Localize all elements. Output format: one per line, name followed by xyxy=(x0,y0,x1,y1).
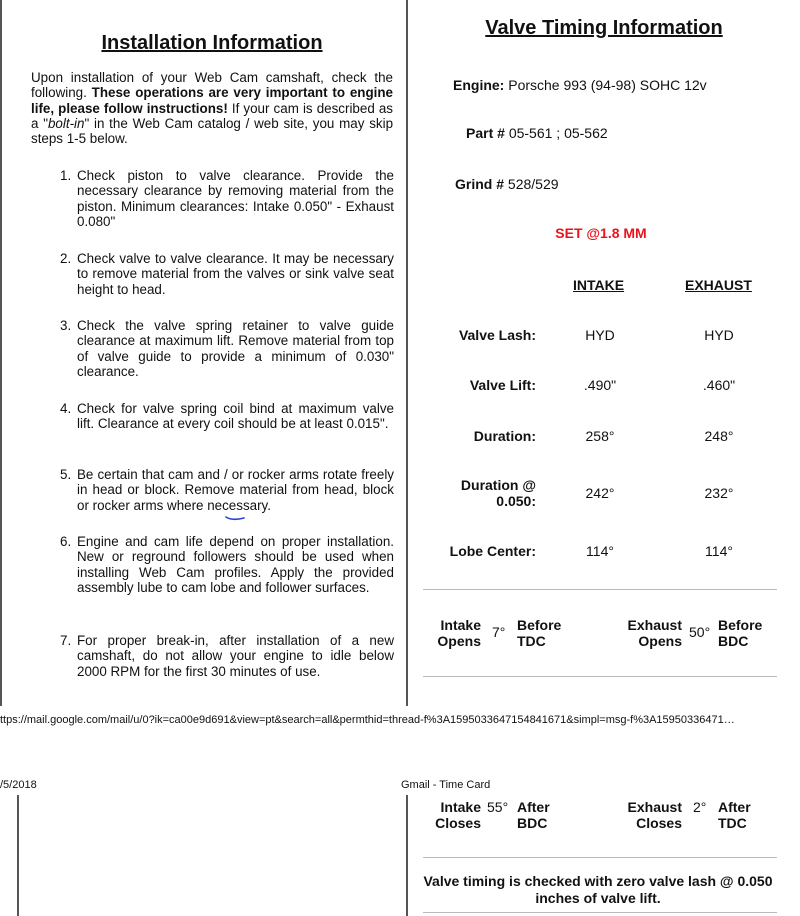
step-number: 4. xyxy=(60,401,72,416)
intake-opens-degrees: 7° xyxy=(492,624,506,640)
exhaust-valve-lift: .460" xyxy=(702,377,736,393)
intake-valve-lash: HYD xyxy=(585,327,615,343)
step-text: Check for valve spring coil bind at maximum valve lift. Clearance at every coil should be at least 0.015". xyxy=(77,401,394,432)
step-item xyxy=(60,633,394,679)
intro-emphasis: These operations are very important to engine life, please follow instructions! xyxy=(31,85,394,116)
timing-divider-mid xyxy=(423,676,777,677)
center-page-divider xyxy=(406,0,408,706)
exhaust-opens-when-1: Before xyxy=(718,617,763,633)
intake-closes-degrees: 55° xyxy=(487,799,509,815)
exhaust-closes-when-2: TDC xyxy=(718,815,747,831)
step-text: Engine and cam life depend on proper installation. New or reground followers should be used when installing Web Cam profiles. Apply the provided assembly lube to cam lobe and follower surfaces. xyxy=(77,534,394,595)
print-url: ttps://mail.google.com/mail/u/0?ik=ca00e9d691&view=pt&search=all&permthid=thread-f%3A1595033647154841671&simpl=msg-f%3A15950336471… xyxy=(0,714,735,726)
step-text: Check valve to valve clearance. It may be necessary to remove material from the valves or sink valve seat height to head. xyxy=(77,251,394,297)
step-number: 2. xyxy=(60,251,72,266)
valve-timing-title: Valve Timing Information xyxy=(485,17,723,39)
step-item xyxy=(60,401,394,432)
intake-valve-lift: .490" xyxy=(583,377,617,393)
step-number: 1. xyxy=(60,168,72,183)
step-text: Be certain that cam and / or rocker arms rotate freely in head or block. Remove material from head, block or rocker arms where necessary. xyxy=(77,467,394,513)
step-item xyxy=(60,318,394,379)
step-item xyxy=(60,251,394,297)
intake-duration-050: 242° xyxy=(585,485,615,501)
intake-opens-label xyxy=(437,617,481,649)
intake-column-header: INTAKE xyxy=(573,277,625,293)
step-text: For proper break-in, after installation of a new camshaft, do not allow your engine to idle below 2000 RPM for the first 30 minutes of use. xyxy=(77,633,394,679)
step-number: 6. xyxy=(60,534,72,549)
valve-timing-check-note: Valve timing is checked with zero valve lash @ 0.050 inches of valve lift. xyxy=(423,873,773,906)
intake-opens-when-2: TDC xyxy=(517,633,546,649)
step-number: 5. xyxy=(60,467,72,482)
intro-text-3: " in the Web Cam catalog / web site, you may skip steps 1-5 below. xyxy=(31,115,394,147)
intake-duration: 258° xyxy=(585,428,615,444)
exhaust-closes-label-1: Exhaust xyxy=(627,799,682,815)
intake-closes-when xyxy=(517,799,550,831)
row-label-lobe-center: Lobe Center: xyxy=(449,543,536,559)
exhaust-duration-050: 232° xyxy=(704,485,734,501)
timing-divider-lower xyxy=(423,857,777,858)
intake-closes-when-1: After xyxy=(517,799,550,815)
engine-value: Porsche 993 (94-98) SOHC 12v xyxy=(508,77,707,93)
row-label-valve-lash: Valve Lash: xyxy=(458,327,536,343)
exhaust-closes-when-1: After xyxy=(718,799,751,815)
grind-value: 528/529 xyxy=(507,176,559,192)
print-page-title: Gmail - Time Card xyxy=(401,779,491,791)
exhaust-closes-degrees: 2° xyxy=(693,799,707,815)
exhaust-duration: 248° xyxy=(704,428,734,444)
exhaust-closes-when xyxy=(718,799,751,831)
timing-divider-bottom xyxy=(423,912,777,913)
pen-underline-mark xyxy=(224,514,246,522)
intake-opens-when xyxy=(517,617,561,649)
exhaust-opens-label-1: Exhaust xyxy=(627,617,682,633)
intake-lobe-center: 114° xyxy=(586,543,614,559)
grind-label: Grind # xyxy=(455,176,505,192)
step-number: 7. xyxy=(60,633,72,648)
step-text: Check piston to valve clearance. Provide the necessary clearance by removing material from the piston. Minimum clearances: Intake 0.050" - Exhaust 0.080" xyxy=(77,168,394,229)
intake-opens-label-2: Opens xyxy=(437,633,481,649)
intro-text-1: Upon installation of your Web Cam camshaft, check the following. xyxy=(31,70,393,101)
installation-intro xyxy=(31,70,393,146)
left-page-border xyxy=(0,0,2,706)
step-item xyxy=(60,534,394,595)
row-label-duration: Duration: xyxy=(473,428,536,444)
intake-closes-label xyxy=(433,799,481,831)
step-number: 3. xyxy=(60,318,72,333)
exhaust-opens-when-2: BDC xyxy=(718,633,749,649)
engine-label: Engine: xyxy=(453,77,505,93)
intake-closes-label-1: Intake xyxy=(440,799,481,815)
exhaust-closes-label xyxy=(620,799,682,831)
set-spec-label: SET @1.8 MM xyxy=(555,225,647,241)
step-text: Check the valve spring retainer to valve guide clearance at maximum lift. Remove material from top of valve guide to provide a minimum of 0.030" clearance. xyxy=(77,318,394,379)
exhaust-opens-label-2: Opens xyxy=(638,633,682,649)
timing-divider-top xyxy=(423,589,777,590)
exhaust-column-header: EXHAUST xyxy=(685,277,752,293)
part-value: 05-561 ; 05-562 xyxy=(508,125,608,141)
engine-line xyxy=(453,77,707,93)
intake-closes-label-2: Closes xyxy=(435,815,481,831)
exhaust-closes-label-2: Closes xyxy=(636,815,682,831)
exhaust-lobe-center: 114° xyxy=(705,543,733,559)
exhaust-valve-lash: HYD xyxy=(704,327,734,343)
installation-title: Installation Information xyxy=(101,32,323,54)
intake-opens-when-1: Before xyxy=(517,617,562,633)
intro-text-2: If your cam is described as a " xyxy=(31,100,393,131)
intake-closes-when-2: BDC xyxy=(517,815,548,831)
intro-bolt-in: bolt-in xyxy=(47,115,85,131)
intake-opens-label-1: Intake xyxy=(440,617,481,633)
row-label-duration-050: Duration @ 0.050: xyxy=(460,477,536,509)
exhaust-opens-degrees: 50° xyxy=(689,624,711,640)
step-item xyxy=(60,168,394,229)
row-label-valve-lift: Valve Lift: xyxy=(469,377,536,393)
grind-line xyxy=(455,176,559,192)
step-item xyxy=(60,467,394,513)
exhaust-opens-label xyxy=(620,617,682,649)
exhaust-opens-when xyxy=(718,617,762,649)
left-page-border-lower xyxy=(17,795,19,916)
part-label: Part # xyxy=(466,125,505,141)
print-date: /5/2018 xyxy=(0,779,37,791)
part-line xyxy=(466,125,608,141)
